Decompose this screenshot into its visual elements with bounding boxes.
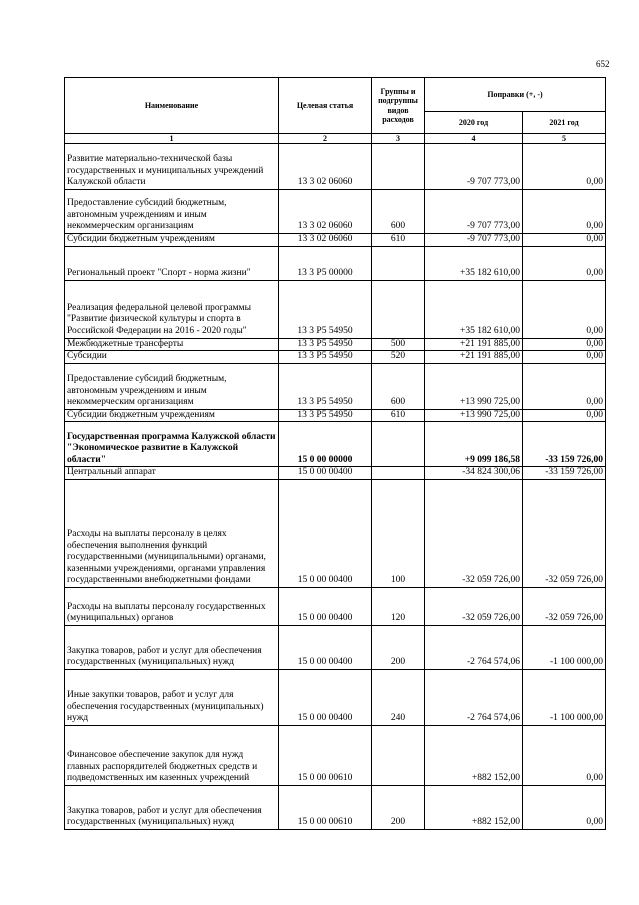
table-row xyxy=(65,338,606,351)
row-amount-2021: 0,00 xyxy=(523,144,606,190)
row-target-article: 13 3 02 06060 xyxy=(279,234,372,247)
row-target-article: 13 3 P5 54950 xyxy=(279,280,372,338)
row-amount-2021: 0,00 xyxy=(523,190,606,234)
row-expense-group: 610 xyxy=(372,409,425,422)
row-target-article: 15 0 00 00400 xyxy=(279,467,372,480)
row-name: Субсидии бюджетным учреждениям xyxy=(65,234,279,247)
row-amount-2021: -32 059 726,00 xyxy=(523,479,606,587)
row-name: Финансовое обеспечение закупок для нужд главных распорядителей бюджетных средств и подведомственных им казенных учреждений xyxy=(65,725,279,785)
row-amount-2021: 0,00 xyxy=(523,234,606,247)
row-expense-group: 600 xyxy=(372,190,425,234)
table-row xyxy=(65,669,606,725)
row-name: Предоставление субсидий бюджетным, автономным учреждениям и иным некоммерческим организациям xyxy=(65,363,279,409)
table-row xyxy=(65,363,606,409)
row-amount-2021: 0,00 xyxy=(523,280,606,338)
table-row xyxy=(65,785,606,829)
row-target-article: 13 3 P5 54950 xyxy=(279,338,372,351)
table-row xyxy=(65,467,606,480)
column-index: 4 xyxy=(425,134,523,144)
row-target-article: 15 0 00 00610 xyxy=(279,725,372,785)
header-amendments: Поправки (+, -) xyxy=(425,78,606,112)
header-year-2021: 2021 год xyxy=(523,112,606,134)
row-amount-2020: +21 191 885,00 xyxy=(425,338,523,351)
row-amount-2020: -34 824 300,06 xyxy=(425,467,523,480)
header-expense-groups: Группы и подгруппы видов расходов xyxy=(372,78,425,134)
row-expense-group xyxy=(372,246,425,280)
row-target-article: 15 0 00 00400 xyxy=(279,479,372,587)
page-number: 652 xyxy=(596,59,610,69)
table-row xyxy=(65,351,606,364)
table-row xyxy=(65,190,606,234)
table-row xyxy=(65,625,606,669)
table-row xyxy=(65,234,606,247)
row-name: Развитие материально-технической базы государственных и муниципальных учреждений Калужской области xyxy=(65,144,279,190)
row-amount-2020: +35 182 610,00 xyxy=(425,280,523,338)
column-index: 2 xyxy=(279,134,372,144)
row-expense-group: 200 xyxy=(372,625,425,669)
row-amount-2020: -9 707 773,00 xyxy=(425,190,523,234)
row-amount-2020: +35 182 610,00 xyxy=(425,246,523,280)
row-expense-group: 610 xyxy=(372,234,425,247)
row-amount-2020: +9 099 186,58 xyxy=(425,422,523,467)
row-expense-group xyxy=(372,422,425,467)
table-row xyxy=(65,409,606,422)
header-target-article: Целевая статья xyxy=(279,78,372,134)
row-target-article: 13 3 P5 54950 xyxy=(279,409,372,422)
row-name: Предоставление субсидий бюджетным, автономным учреждениям и иным некоммерческим организациям xyxy=(65,190,279,234)
table-row xyxy=(65,725,606,785)
row-amount-2020: -9 707 773,00 xyxy=(425,144,523,190)
row-amount-2020: +13 990 725,00 xyxy=(425,409,523,422)
row-name: Закупка товаров, работ и услуг для обеспечения государственных (муниципальных) нужд xyxy=(65,785,279,829)
row-name: Государственная программа Калужской области "Экономическое развитие в Калужской области" xyxy=(65,422,279,467)
row-expense-group: 120 xyxy=(372,587,425,625)
row-target-article: 15 0 00 00400 xyxy=(279,625,372,669)
column-index: 3 xyxy=(372,134,425,144)
row-expense-group: 500 xyxy=(372,338,425,351)
row-expense-group xyxy=(372,144,425,190)
row-target-article: 13 3 02 06060 xyxy=(279,190,372,234)
row-amount-2020: +13 990 725,00 xyxy=(425,363,523,409)
row-amount-2021: 0,00 xyxy=(523,725,606,785)
row-amount-2021: 0,00 xyxy=(523,409,606,422)
row-expense-group: 600 xyxy=(372,363,425,409)
header-name: Наименование xyxy=(65,78,279,134)
row-name: Расходы на выплаты персоналу в целях обеспечения выполнения функций государственными (муниципальными) органами, казенными учреждениями, органами управления государственными внебюджетными фондами xyxy=(65,479,279,587)
row-expense-group: 240 xyxy=(372,669,425,725)
row-target-article: 13 3 02 06060 xyxy=(279,144,372,190)
row-amount-2020: +21 191 885,00 xyxy=(425,351,523,364)
row-target-article: 15 0 00 00000 xyxy=(279,422,372,467)
table-row xyxy=(65,422,606,467)
row-target-article: 15 0 00 00400 xyxy=(279,669,372,725)
row-name: Субсидии xyxy=(65,351,279,364)
row-amount-2021: 0,00 xyxy=(523,338,606,351)
row-name: Центральный аппарат xyxy=(65,467,279,480)
row-name: Закупка товаров, работ и услуг для обеспечения государственных (муниципальных) нужд xyxy=(65,625,279,669)
row-target-article: 13 3 P5 54950 xyxy=(279,351,372,364)
row-amount-2020: -2 764 574,06 xyxy=(425,625,523,669)
row-target-article: 13 3 P5 00000 xyxy=(279,246,372,280)
row-name: Межбюджетные трансферты xyxy=(65,338,279,351)
row-target-article: 15 0 00 00400 xyxy=(279,587,372,625)
budget-amendments-table xyxy=(64,77,606,830)
row-amount-2021: -1 100 000,00 xyxy=(523,669,606,725)
row-name: Иные закупки товаров, работ и услуг для обеспечения государственных (муниципальных) нужд xyxy=(65,669,279,725)
row-amount-2020: -2 764 574,06 xyxy=(425,669,523,725)
row-expense-group: 200 xyxy=(372,785,425,829)
row-amount-2021: 0,00 xyxy=(523,351,606,364)
row-expense-group xyxy=(372,725,425,785)
header-year-2020: 2020 год xyxy=(425,112,523,134)
row-name: Реализация федеральной целевой программы "Развитие физической культуры и спорта в Российской Федерации на 2016 - 2020 годы" xyxy=(65,280,279,338)
row-expense-group: 100 xyxy=(372,479,425,587)
row-amount-2021: 0,00 xyxy=(523,246,606,280)
row-target-article: 15 0 00 00610 xyxy=(279,785,372,829)
row-name: Расходы на выплаты персоналу государственных (муниципальных) органов xyxy=(65,587,279,625)
table-row xyxy=(65,246,606,280)
row-expense-group xyxy=(372,280,425,338)
row-name: Субсидии бюджетным учреждениям xyxy=(65,409,279,422)
table-row xyxy=(65,280,606,338)
row-amount-2020: -9 707 773,00 xyxy=(425,234,523,247)
column-index: 1 xyxy=(65,134,279,144)
row-amount-2020: -32 059 726,00 xyxy=(425,479,523,587)
table-row xyxy=(65,144,606,190)
row-amount-2021: -1 100 000,00 xyxy=(523,625,606,669)
row-amount-2021: -33 159 726,00 xyxy=(523,422,606,467)
row-amount-2021: 0,00 xyxy=(523,363,606,409)
table-body xyxy=(65,144,606,830)
table-row xyxy=(65,479,606,587)
row-expense-group xyxy=(372,467,425,480)
row-name: Региональный проект "Спорт - норма жизни" xyxy=(65,246,279,280)
row-target-article: 13 3 P5 54950 xyxy=(279,363,372,409)
row-amount-2021: -33 159 726,00 xyxy=(523,467,606,480)
row-amount-2020: +882 152,00 xyxy=(425,725,523,785)
row-expense-group: 520 xyxy=(372,351,425,364)
row-amount-2021: -32 059 726,00 xyxy=(523,587,606,625)
column-index: 5 xyxy=(523,134,606,144)
table-row xyxy=(65,587,606,625)
row-amount-2020: +882 152,00 xyxy=(425,785,523,829)
row-amount-2021: 0,00 xyxy=(523,785,606,829)
row-amount-2020: -32 059 726,00 xyxy=(425,587,523,625)
